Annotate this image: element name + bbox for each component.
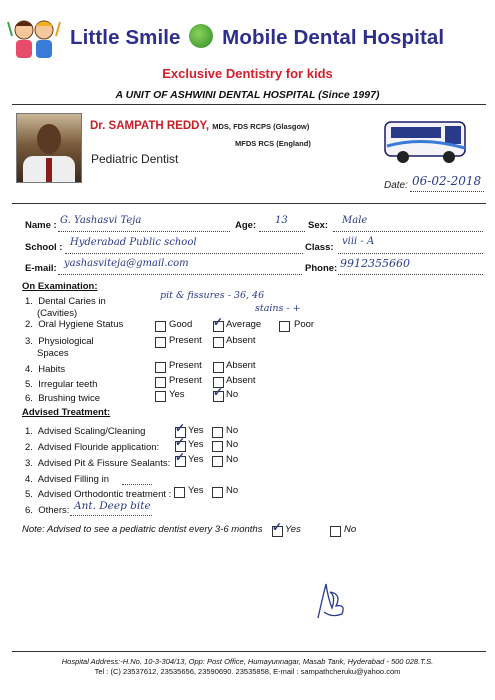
note-no-checkbox[interactable] bbox=[330, 526, 341, 537]
treatment-item-5 bbox=[25, 489, 171, 500]
check-mark-icon: ✓ bbox=[272, 520, 283, 534]
class-label: Class: bbox=[305, 242, 334, 253]
examination-heading: On Examination: bbox=[22, 281, 98, 292]
title-right: Mobile Dental Hospital bbox=[222, 26, 445, 49]
ortho-no-label: No bbox=[226, 485, 239, 496]
ortho-no-checkbox[interactable] bbox=[212, 487, 223, 498]
treat-2-num: 2. bbox=[25, 442, 33, 453]
treatment-item-3 bbox=[25, 458, 170, 469]
ortho-yes-label: Yes bbox=[188, 485, 204, 496]
exam-4-label: Habits bbox=[38, 364, 66, 375]
treat-6-num: 6. bbox=[25, 505, 33, 516]
doctor-name-line bbox=[90, 120, 309, 132]
fluoride-no-checkbox[interactable] bbox=[212, 441, 223, 452]
sex-value[interactable]: Male bbox=[342, 215, 368, 226]
scaling-yes-label: Yes bbox=[188, 425, 204, 436]
exam-3-label: Physiological bbox=[38, 336, 94, 347]
exam-3-sub: Spaces bbox=[37, 348, 69, 359]
brushing-yes-label: Yes bbox=[169, 389, 185, 400]
treat-3-label: Advised Pit & Fissure Sealants: bbox=[37, 458, 171, 469]
hygiene-poor-checkbox[interactable] bbox=[279, 321, 290, 332]
age-value[interactable]: 13 bbox=[275, 215, 288, 226]
sealants-yes-label: Yes bbox=[188, 454, 204, 465]
unit-line: A UNIT OF ASHWINI DENTAL HOSPITAL (Since 1997) bbox=[115, 89, 380, 101]
name-line bbox=[58, 231, 230, 232]
treatment-item-4 bbox=[25, 474, 109, 485]
treat-4-label: Advised Filling in bbox=[37, 474, 109, 485]
exam-6-num: 6. bbox=[25, 393, 33, 404]
fluoride-yes-label: Yes bbox=[188, 439, 204, 450]
footer-divider bbox=[12, 651, 486, 652]
email-value[interactable]: yashasviteja@gmail.com bbox=[64, 258, 189, 269]
email-line bbox=[58, 274, 302, 275]
others-line bbox=[70, 515, 152, 516]
school-label: School : bbox=[25, 242, 63, 253]
date-label: Date: bbox=[384, 180, 408, 191]
exam-item-3 bbox=[25, 336, 94, 347]
treat-5-num: 5. bbox=[25, 489, 33, 500]
habits-absent-checkbox[interactable] bbox=[213, 362, 224, 373]
exam-2-label: Oral Hygiene Status bbox=[38, 319, 124, 330]
doctor-degrees-2: MFDS RCS (England) bbox=[235, 139, 311, 148]
hygiene-good-label: Good bbox=[169, 319, 193, 330]
age-line bbox=[259, 231, 305, 232]
title-left: Little Smile bbox=[70, 26, 181, 49]
scaling-no-checkbox[interactable] bbox=[212, 427, 223, 438]
exam-6-label: Brushing twice bbox=[38, 393, 100, 404]
exam-2-num: 2. bbox=[25, 319, 33, 330]
exam-5-label: Irregular teeth bbox=[38, 379, 98, 390]
treatment-item-2 bbox=[25, 442, 159, 453]
sealants-no-checkbox[interactable] bbox=[212, 456, 223, 467]
phone-value[interactable]: 9912355660 bbox=[340, 257, 410, 270]
spaces-present-checkbox[interactable] bbox=[155, 337, 166, 348]
treat-6-label: Others: bbox=[38, 505, 70, 516]
school-value[interactable]: Hyderabad Public school bbox=[70, 237, 197, 248]
treatment-heading: Advised Treatment: bbox=[22, 407, 111, 418]
fluoride-no-label: No bbox=[226, 439, 239, 450]
subtitle: Exclusive Dentistry for kids bbox=[162, 66, 333, 81]
doctor-signature bbox=[312, 578, 352, 620]
doctor-name: Dr. SAMPATH REDDY, bbox=[90, 120, 210, 132]
age-label: Age: bbox=[235, 220, 257, 231]
email-label: E-mail: bbox=[25, 263, 57, 274]
exam-3-num: 3. bbox=[25, 336, 33, 347]
name-label: Name : bbox=[25, 220, 57, 231]
school-line bbox=[65, 253, 303, 254]
phone-line bbox=[338, 274, 483, 275]
hygiene-poor-label: Poor bbox=[294, 319, 315, 330]
treat-5-label: Advised Orthodontic treatment : bbox=[37, 489, 172, 500]
doctor-specialty: Pediatric Dentist bbox=[91, 152, 179, 166]
habits-absent-label: Absent bbox=[226, 360, 256, 371]
habits-present-checkbox[interactable] bbox=[155, 362, 166, 373]
treat-2-label: Advised Flouride application: bbox=[37, 442, 160, 453]
note-text: Note: Advised to see a pediatric dentist every 3-6 months bbox=[22, 524, 263, 535]
info-divider bbox=[12, 203, 486, 204]
treat-3-num: 3. bbox=[25, 458, 33, 469]
brushing-no-label: No bbox=[226, 389, 239, 400]
hospital-title bbox=[70, 24, 444, 50]
exam-item-1 bbox=[25, 296, 106, 307]
mobile-bus-image bbox=[383, 114, 469, 166]
brushing-yes-checkbox[interactable] bbox=[155, 391, 166, 402]
exam-item-5 bbox=[25, 379, 97, 390]
exam-item-4 bbox=[25, 364, 65, 375]
treat-4-num: 4. bbox=[25, 474, 33, 485]
treatment-item-1 bbox=[25, 426, 145, 437]
date-line bbox=[410, 191, 484, 192]
exam-1-note2[interactable]: stains - + bbox=[255, 303, 301, 314]
scaling-no-label: No bbox=[226, 425, 239, 436]
spaces-absent-label: Absent bbox=[226, 335, 256, 346]
treat-1-num: 1. bbox=[25, 426, 33, 437]
check-mark-icon: ✓ bbox=[175, 421, 186, 435]
spaces-absent-checkbox[interactable] bbox=[213, 337, 224, 348]
habits-present-label: Present bbox=[169, 360, 202, 371]
irregular-present-label: Present bbox=[169, 375, 202, 386]
exam-item-2 bbox=[25, 319, 123, 330]
sex-line bbox=[333, 231, 483, 232]
exam-1-note[interactable]: pit & fissures - 36, 46 bbox=[160, 290, 265, 301]
filling-line bbox=[122, 484, 152, 485]
sealants-no-label: No bbox=[226, 454, 239, 465]
ortho-yes-checkbox[interactable] bbox=[174, 487, 185, 498]
header-divider bbox=[12, 104, 486, 105]
sex-label: Sex: bbox=[308, 220, 329, 231]
date-value[interactable]: 06-02-2018 bbox=[412, 174, 482, 188]
treat-1-label: Advised Scaling/Cleaning bbox=[37, 426, 146, 437]
irregular-present-checkbox[interactable] bbox=[155, 377, 166, 388]
smile-logo-icon bbox=[189, 24, 213, 48]
note-no-label: No bbox=[344, 524, 357, 535]
kids-logo-image bbox=[6, 14, 62, 66]
doctor-photo bbox=[16, 113, 82, 183]
footer-address: Hospital Address:-H.No. 10-3-304/13, Opp: Post Office, Humayunnagar, Masab Tank, Hyderabad - 500 028.T.S. bbox=[61, 657, 434, 666]
hygiene-good-checkbox[interactable] bbox=[155, 321, 166, 332]
treatment-item-6 bbox=[25, 505, 69, 516]
phone-label: Phone: bbox=[305, 263, 338, 274]
class-value[interactable]: viii - A bbox=[342, 236, 375, 247]
spaces-present-label: Present bbox=[169, 335, 202, 346]
class-line bbox=[338, 253, 483, 254]
note-yes-label: Yes bbox=[285, 524, 301, 535]
name-value[interactable]: G. Yashasvi Teja bbox=[60, 215, 142, 226]
check-mark-icon: ✓ bbox=[175, 435, 186, 449]
exam-5-num: 5. bbox=[25, 379, 33, 390]
hygiene-average-label: Average bbox=[226, 319, 262, 330]
exam-1-label: Dental Caries in bbox=[38, 296, 106, 307]
exam-4-num: 4. bbox=[25, 364, 33, 375]
exam-1-num: 1. bbox=[25, 296, 33, 307]
check-mark-icon: ✓ bbox=[213, 385, 224, 399]
others-value[interactable]: Ant. Deep bite bbox=[74, 500, 151, 512]
footer-contact: Tel : (C) 23537612, 23535656, 23590690. 23535858, E-mail : sampathcheruku@yahoo.com bbox=[94, 667, 401, 676]
irregular-absent-label: Absent bbox=[226, 375, 256, 386]
check-mark-icon: ✓ bbox=[175, 450, 186, 464]
doctor-degrees-1: MDS, FDS RCPS (Glasgow) bbox=[212, 122, 310, 131]
check-mark-icon: ✓ bbox=[213, 315, 224, 329]
exam-1-sub: (Cavities) bbox=[37, 308, 78, 319]
exam-item-6 bbox=[25, 393, 100, 404]
